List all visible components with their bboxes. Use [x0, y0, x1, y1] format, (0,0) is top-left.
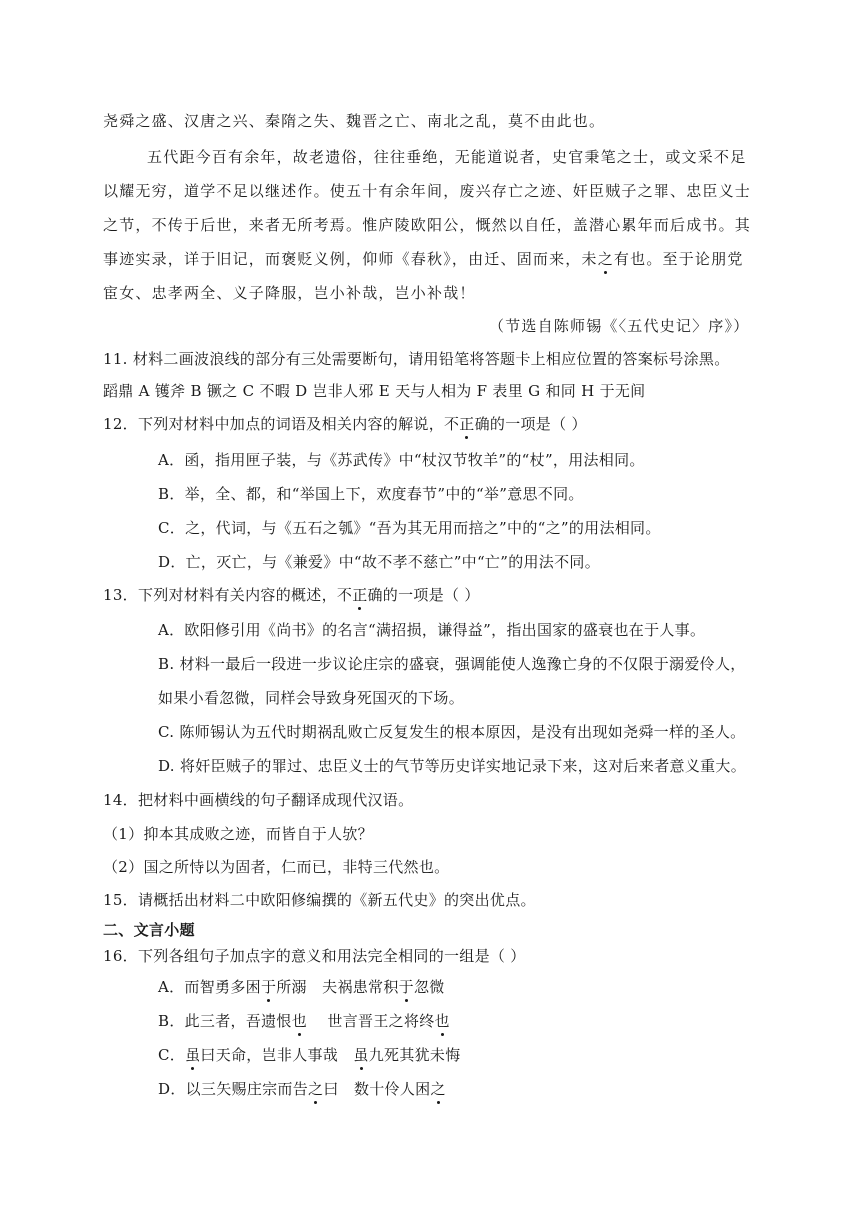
passage-line-2: 五代距今百有余年，故老遗俗，往往垂绝，无能道说者，史官秉笔之士，或文采不足 — [147, 148, 747, 166]
q13-option-a: A．欧阳修引用《尚书》的名言“满招损，谦得益”，指出国家的盛衰也在于人事。 — [158, 621, 706, 639]
section-heading: 二、文言小题 — [103, 921, 195, 939]
q12-option-b: B．举，全、都，和“举国上下，欢度春节”中的“举”意思不同。 — [158, 485, 584, 503]
passage-line-1: 尧舜之盛、汉唐之兴、秦隋之失、魏晋之亡、南北之乱，莫不由此也。 — [103, 112, 606, 130]
emphasis-dot-char: 之 — [430, 1080, 446, 1098]
passage-line-4: 之节，不传于后世，来者无所考焉。惟庐陵欧阳公，慨然以自任，盖潜心累年而后成书。其 — [103, 216, 752, 234]
q16-option-b: B．此三者，吾遗恨也 世言晋王之将终也 — [158, 1012, 450, 1030]
q14-sentence-2: （2）国之所恃以为固者，仁而已，非特三代然也。 — [103, 858, 450, 876]
q12-option-d: D．亡，灭亡，与《兼爱》中“故不孝不慈亡”中“亡”的用法不同。 — [158, 553, 601, 571]
q15-stem: 15．请概括出材料二中欧阳修编撰的《新五代史》的突出优点。 — [103, 891, 536, 909]
q14-stem: 14．把材料中画横线的句子翻译成现代汉语。 — [103, 791, 414, 809]
q16-option-d: D．以三矢赐庄宗而告之曰 数十伶人困之 — [158, 1080, 446, 1098]
emphasis-dot-char: 之 — [597, 250, 614, 268]
q12-option-c: C．之，代词，与《五石之瓠》“吾为其无用而掊之”中的“之”的用法相同。 — [158, 519, 661, 537]
q13-option-b: B. 材料一最后一段进一步议论庄宗的盛衰，强调能使人逸豫亡身的不仅限于溺爱伶人， — [158, 655, 746, 673]
q13-option-d: D. 将奸臣贼子的罪过、忠臣义士的气节等历史详实地记录下来，这对后来者意义重大。 — [158, 757, 747, 775]
q13-option-b-cont: 如果小看忽微，同样会导致身死国灭的下场。 — [158, 689, 465, 707]
emphasis-dot-char: 虽 — [185, 1046, 201, 1064]
passage-line-5: 事迹实录，详于旧记，而褒贬义例，仰师《春秋》，由迁、固而来，未之有也。至于论朋党 — [103, 250, 744, 268]
passage-line-6: 宦女、忠孝两全、义子降服，岂小补哉，岂小补哉！ — [103, 284, 476, 302]
emphasis-dot-char: 之 — [308, 1080, 324, 1098]
emphasis-dot-char: 于 — [260, 978, 277, 996]
q11-stem: 11. 材料二画波浪线的部分有三处需要断句，请用铅笔将答题卡上相应位置的答案标号涂黑。 — [103, 350, 730, 368]
emphasis-dot-char: 虽 — [353, 1046, 369, 1064]
q14-sentence-1: （1）抑本其成败之迹，而皆自于人欤？ — [103, 825, 373, 843]
q16-option-a: A．而智勇多困于所溺 夫祸患常积于忽微 — [158, 978, 445, 996]
emphasis-dot-char: 也 — [434, 1012, 450, 1030]
emphasis-dot-char: 于 — [398, 978, 414, 996]
q12-option-a: A．函，指用匣子装，与《苏武传》中“杖汉节牧羊”的“杖”，用法相同。 — [158, 451, 645, 469]
q16-option-c: C．虽曰天命，岂非人事哉 虽九死其犹未悔 — [158, 1046, 461, 1064]
q12-stem: 12．下列对材料中加点的词语及相关内容的解说，不正确的一项是（ ） — [103, 415, 587, 433]
q11-options: 蹈鼎 A 镬斧 B 镢之 C 不暇 D 岂非人邪 E 天与人相为 F 表里 G 和同 H 于无间 — [103, 382, 646, 400]
q13-stem: 13．下列对材料有关内容的概述，不正确的一项是（ ） — [103, 586, 480, 604]
emphasis-dot-char: 也 — [291, 1012, 308, 1030]
emphasis-dot-text: 不正确 — [444, 415, 490, 433]
q13-option-c: C. 陈师锡认为五代时期祸乱败亡反复发生的根本原因，是没有出现如尧舜一样的圣人。 — [158, 723, 746, 741]
q16-stem: 16．下列各组句子加点字的意义和用法完全相同的一组是（ ） — [103, 947, 526, 965]
emphasis-dot-text: 不正确 — [336, 586, 383, 604]
passage-source: （节选自陈师锡《〈五代史记〉序》） — [489, 317, 750, 335]
passage-line-3: 以耀无穷，道学不足以继述作。使五十有余年间，废兴存亡之迹、奸臣贼子之罪、忠臣义士 — [103, 182, 752, 200]
